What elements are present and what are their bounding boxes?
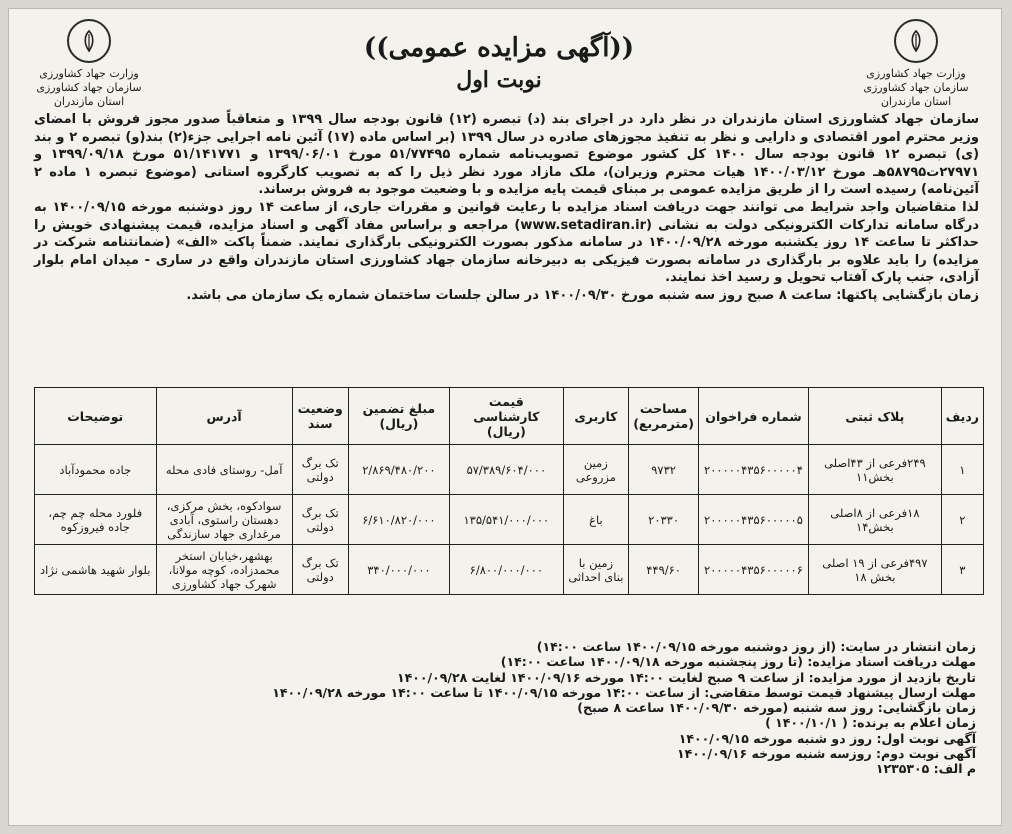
table-cell: جاده محمودآباد [35,445,157,495]
footer-line: تاریخ بازدید از مورد مزایده: از ساعت ۹ صبح لغایت ۱۴:۰۰ مورخه ۱۴۰۰/۰۹/۱۶ لغایت ۱۴۰۰/۰۹/۲۸ [397,669,976,685]
col-header-price: قیمت کارشناسی (ریال) [450,388,563,445]
col-header-address: آدرس [156,388,292,445]
footer-line: زمان انتشار در سایت: (از روز دوشنبه مورخه ۱۴۰۰/۰۹/۱۵ ساعت ۱۴:۰۰) [536,639,976,654]
body-paragraph: لذا متقاضیان واجد شرایط می توانند جهت دریافت اسناد مزایده با رعایت قوانین و مقررات جاری، از ساعت ۱۴ روز دوشنبه مورخه ۱۴۰۰/۰۹/۱۵ به درگاه سامانه تدارکات الکترونیکی دولت به نشانی (www.setadiran.ir) مراجعه و براساس مفاد آگهی و اسناد مزایده، قیمت پیشنهادی خویش را حداکثر تا ساعت ۱۴ روز یکشنبه مورخه ۱۴۰۰/۰۹/۲۸ در سامانه مذکور بصورت الکترونیکی بارگذاری نمایند. ضمناً پاکت «الف» (ضمانتنامه شرکت در مزایده) را باید علاوه بر بارگذاری در سامانه بصورت فیزیکی به دبیرخانه سازمان جهاد کشاورزی استان مازندران واقع در ساری - میدان امام بلوار آزادی، جنب پارک آفتاب تحویل و رسید اخذ نمایند. [34,199,979,286]
col-header-row-number: ردیف [941,388,983,445]
notice-title-block [309,31,689,95]
col-header-guarantee: مبلغ تضمین (ریال) [348,388,449,445]
schedule-footer [34,639,976,777]
table-row [35,445,984,495]
table-row [35,545,984,595]
table-cell: ۱۸فرعی از ۸اصلی بخش۱۴ [808,495,941,545]
table-cell: ۲۰۰۰۰۰۴۳۵۶۰۰۰۰۰۶ [699,545,809,595]
table-cell: ۲ [941,495,983,545]
table-cell: ۳ [941,545,983,595]
logo-org-name: سازمان جهاد کشاورزی استان مازندران [863,81,969,108]
table-cell: ۵۷/۳۸۹/۶۰۴/۰۰۰ [450,445,563,495]
notice-body [34,111,979,305]
col-header-area: مساحت (مترمربع) [629,388,699,445]
col-header-deed-status: وضعیت سند [292,388,348,445]
table-cell: ۱ [941,445,983,495]
table-cell: ۳۴۰/۰۰۰/۰۰۰ [348,545,449,595]
body-paragraph: سازمان جهاد کشاورزی استان مازندران در نظر دارد در اجرای بند (د) تبصره (۱۲) قانون بودجه سال ۱۳۹۹ و متعاقباً صدور مجوز فروش با امضای وزیر محترم امور اقتصادی و دارایی و نظر به تنفیذ مجوزهای صادره در سال ۱۳۹۹ (بر اساس ماده (۱۷) آئین نامه اجرایی جزء(۲) بند(و) تبصره ۲ و بند (ی) تبصره ۱۲ قانون بودجه سال ۱۴۰۰ کل کشور موضوع تصویب‌نامه شماره ۵۱/۷۷۴۹۵ مورخ ۱۳۹۹/۰۶/۰۱ و ۵۱/۱۴۱۷۷۱ مورخ ۱۳۹۹/۰۹/۱۸ و ۲۷۹۷۱ت۵۸۷۹۵هـ مورخ ۱۴۰۰/۰۳/۱۲ هیات محترم وزیران)، ملک مازاد مورد نظر ذیل را که به تصویب کارگروه استانی (موضوع تبصره ۱ ماده ۲ آئین‌نامه) رسیده است را از طریق مزایده عمومی بر مبنای قیمت پایه مزایده و با وضعیت موجود به فروش برساند. [34,112,980,198]
page-title: ((آگهی مزایده عمومی)) [363,33,635,63]
logo-ministry-name: وزارت جهاد کشاورزی [39,67,139,80]
footer-line: مهلت ارسال پیشنهاد قیمت توسط متقاضی: از ساعت ۱۴:۰۰ مورخه ۱۴۰۰/۰۹/۱۵ تا ساعت ۱۴:۰۰ مورخه ۱۴۰۰/۰۹/۲۸ [272,684,976,700]
ministry-logo-left [24,19,154,109]
table-cell: ۲۰۰۰۰۰۴۳۵۶۰۰۰۰۰۴ [699,445,809,495]
ministry-emblem-icon [894,19,938,63]
table-cell: زمین با بنای احداثی [563,545,629,595]
page-subtitle: نوبت اول [456,67,542,93]
table-cell: تک برگ دولتی [292,495,348,545]
body-paragraph: زمان بازگشایی پاکتها: ساعت ۸ صبح روز سه شنبه مورخ ۱۴۰۰/۰۹/۳۰ در سالن جلسات ساختمان شماره یک سازمان می باشد. [186,287,979,303]
table-cell: آمل- روستای فادی محله [156,445,292,495]
footer-line: مهلت دریافت اسناد مزایده: (تا روز پنجشنبه مورخه ۱۴۰۰/۰۹/۱۸ ساعت ۱۴:۰۰) [500,654,976,670]
table-cell: تک برگ دولتی [292,545,348,595]
table-row [35,495,984,545]
table-cell: ۴۴۹/۶۰ [629,545,699,595]
footer-line: زمان بازگشایی: روز سه شنبه (مورخه ۱۴۰۰/۰۹/۳۰ ساعت ۸ صبح) [577,700,976,716]
table-cell: فلورد محله چم چم، جاده فیروزکوه [35,495,157,545]
table-cell: ۲۰۳۳۰ [629,495,699,545]
table-cell: سوادکوه، بخش مرکزی، دهستان راستوی، آبادی مرغداری جهاد سازندگی [156,495,292,545]
ministry-logo-right [851,19,981,109]
col-header-plate: پلاک ثبتی [808,388,941,445]
logo-org-name: سازمان جهاد کشاورزی استان مازندران [36,81,142,108]
col-header-usage: کاربری [563,388,629,445]
notice-sheet [8,8,1002,826]
table-cell: ۱۳۵/۵۴۱/۰۰۰/۰۰۰ [450,495,563,545]
ministry-emblem-icon [67,19,111,63]
table-cell: تک برگ دولتی [292,445,348,495]
table-cell: ۶/۸۰۰/۰۰۰/۰۰۰ [450,545,563,595]
table-cell: ۲۰۰۰۰۰۴۳۵۶۰۰۰۰۰۵ [699,495,809,545]
auction-items-table [34,387,984,595]
table-cell: ۲۴۹فرعی از ۴۳اصلی بخش۱۱ [808,445,941,495]
logo-ministry-name: وزارت جهاد کشاورزی [866,67,966,80]
footer-line: م الف: ۱۲۳۵۳۰۵ [875,761,976,777]
table-cell: ۴۹۷فرعی از ۱۹ اصلی بخش ۱۸ [808,545,941,595]
table-cell: ۶/۶۱۰/۸۲۰/۰۰۰ [348,495,449,545]
table-cell: زمین مزروعی [563,445,629,495]
table-cell: باغ [563,495,629,545]
table-cell: ۲/۸۶۹/۴۸۰/۲۰۰ [348,445,449,495]
header [9,9,1001,109]
col-header-notes: توضیحات [35,388,157,445]
table-cell: ۹۷۳۲ [629,445,699,495]
table-cell: بلوار شهید هاشمی نژاد [35,545,157,595]
footer-line: آگهی نوبت اول: روز دو شنبه مورخه ۱۴۰۰/۰۹/۱۵ [678,730,976,746]
footer-line: زمان اعلام به برنده: ( ۱۴۰۰/۱۰/۱ ) [765,715,976,731]
footer-line: آگهی نوبت دوم: روزسه شنبه مورخه ۱۴۰۰/۰۹/۱۶ [676,746,976,762]
col-header-call-number: شماره فراخوان [699,388,809,445]
table-cell: بهشهر،خیابان استخر محمدزاده، کوچه مولانا، شهرک جهاد کشاورزی [156,545,292,595]
table-header-row [35,388,984,445]
